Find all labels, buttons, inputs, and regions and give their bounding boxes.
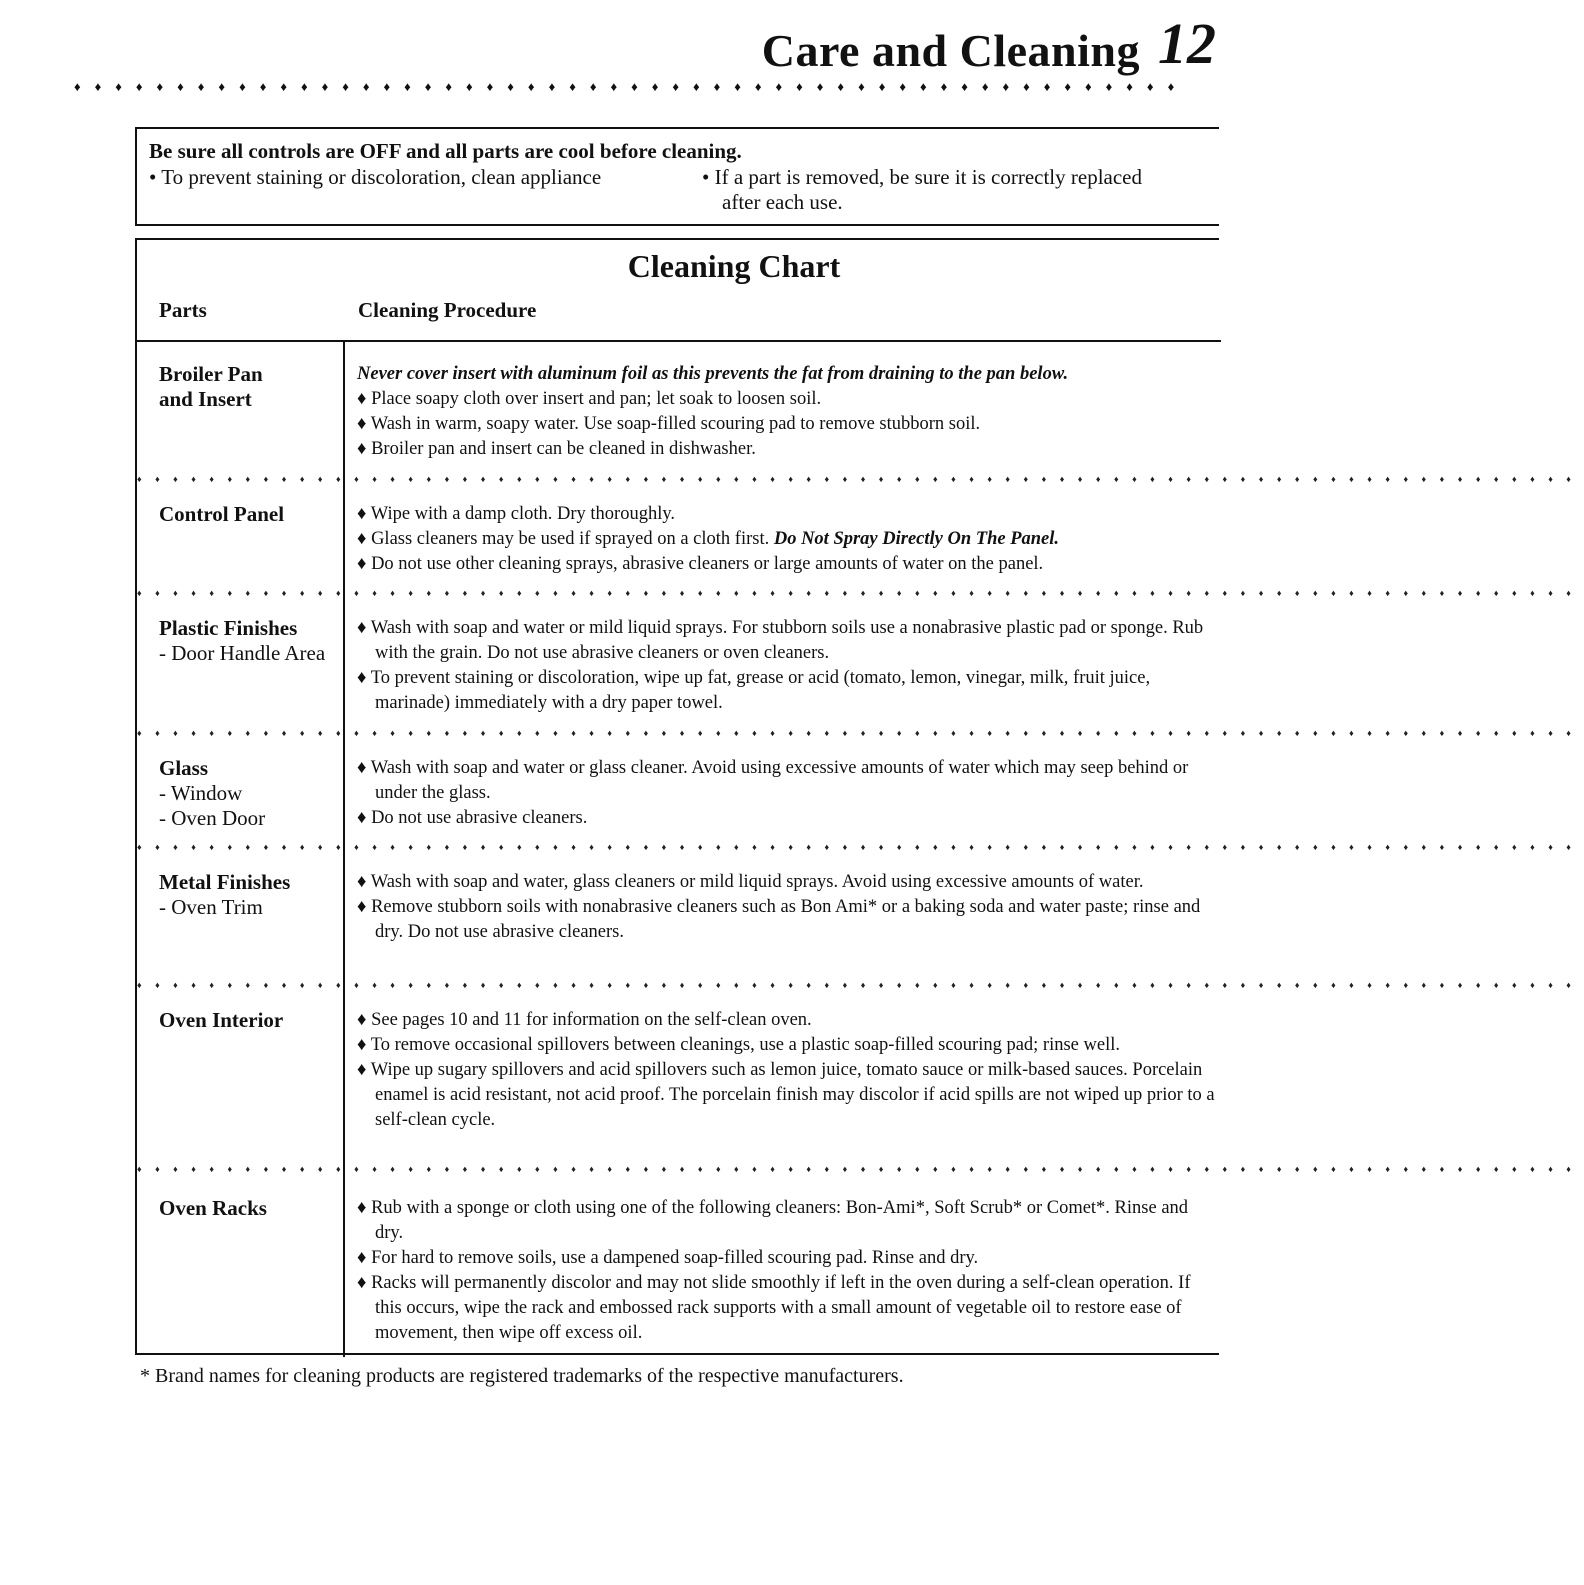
warning-bullet-right (702, 165, 1222, 215)
procedure (357, 502, 1217, 577)
procedure-emphasis: Do Not Spray Directly On The Panel. (773, 529, 1060, 549)
row-separator: ♦♦♦♦♦♦♦♦♦♦♦♦♦♦♦♦♦♦♦♦♦♦♦♦♦♦♦♦♦♦♦♦♦♦♦♦♦♦♦♦♦♦♦♦♦♦♦♦♦♦♦♦♦♦♦♦♦♦♦♦♦♦♦♦♦♦♦♦♦♦♦♦♦♦♦♦♦♦♦♦ (137, 588, 1584, 598)
part-name: Glass - Window - Oven Door (159, 756, 266, 830)
chart-title: Cleaning Chart (627, 248, 841, 284)
procedure-item: ♦ Wash with soap and water or mild liquid sprays. For stubborn soils use a nonabrasive plastic pad or sponge. Rub with the grain. Do not use abrasive cleaners or oven cleaners. (357, 618, 1204, 663)
procedure-item: ♦ Glass cleaners may be used if sprayed on a cloth first. Do Not Spray Directly On The Panel. (357, 529, 1060, 549)
row-separator: ♦♦♦♦♦♦♦♦♦♦♦♦♦♦♦♦♦♦♦♦♦♦♦♦♦♦♦♦♦♦♦♦♦♦♦♦♦♦♦♦♦♦♦♦♦♦♦♦♦♦♦♦♦♦♦♦♦♦♦♦♦♦♦♦♦♦♦♦♦♦♦♦♦♦♦♦♦♦♦♦ (137, 1164, 1584, 1174)
part-name: Metal Finishes - Oven Trim (159, 870, 291, 919)
procedure (357, 1008, 1217, 1133)
procedure-item: ♦ Wipe with a damp cloth. Dry thoroughly. (357, 504, 676, 524)
part-name: Oven Interior (159, 1008, 284, 1032)
procedure-warning: Never cover insert with aluminum foil as this prevents the fat from draining to the pan below. (357, 364, 1069, 384)
procedure-item: ♦ To remove occasional spillovers between cleanings, use a plastic soap-filled scouring pad; rinse well. (357, 1035, 1120, 1055)
procedure-item: ♦ For hard to remove soils, use a dampened soap-filled scouring pad. Rinse and dry. (357, 1248, 979, 1268)
header-rule (137, 340, 1221, 342)
page-number: 12 (1158, 11, 1216, 76)
procedure-item: ♦ Place soapy cloth over insert and pan; let soak to loosen soil. (357, 389, 822, 409)
row-separator: ♦♦♦♦♦♦♦♦♦♦♦♦♦♦♦♦♦♦♦♦♦♦♦♦♦♦♦♦♦♦♦♦♦♦♦♦♦♦♦♦♦♦♦♦♦♦♦♦♦♦♦♦♦♦♦♦♦♦♦♦♦♦♦♦♦♦♦♦♦♦♦♦♦♦♦♦♦♦♦♦ (137, 980, 1584, 990)
trademark-footnote: * Brand names for cleaning products are registered trademarks of the respective manufacturers. (140, 1365, 904, 1387)
warning-bullet-right-line2: after each use. (722, 190, 843, 214)
row-separator: ♦♦♦♦♦♦♦♦♦♦♦♦♦♦♦♦♦♦♦♦♦♦♦♦♦♦♦♦♦♦♦♦♦♦♦♦♦♦♦♦♦♦♦♦♦♦♦♦♦♦♦♦♦♦♦♦♦♦♦♦♦♦♦♦♦♦♦♦♦♦♦♦♦♦♦♦♦♦♦♦ (137, 728, 1584, 738)
row-separator: ♦♦♦♦♦♦♦♦♦♦♦♦♦♦♦♦♦♦♦♦♦♦♦♦♦♦♦♦♦♦♦♦♦♦♦♦♦♦♦♦♦♦♦♦♦♦♦♦♦♦♦♦♦♦♦♦♦♦♦♦♦♦♦♦♦♦♦♦♦♦♦♦♦♦♦♦♦♦♦♦ (137, 842, 1584, 852)
column-header-parts: Parts (159, 298, 207, 322)
procedure (357, 756, 1217, 831)
procedure-item: ♦ Remove stubborn soils with nonabrasive cleaners such as Bon Ami* or a baking soda and water paste; rinse and dry. Do not use abrasive cleaners. (357, 897, 1201, 942)
procedure-item: ♦ Do not use other cleaning sprays, abrasive cleaners or large amounts of water on the panel. (357, 554, 1044, 574)
procedure (357, 1196, 1217, 1346)
procedure (357, 362, 1217, 462)
safety-warning-box (135, 127, 1219, 226)
part-name: Plastic Finishes - Door Handle Area (159, 616, 326, 665)
warning-bullet-left: • To prevent staining or discoloration, clean appliance (149, 165, 602, 189)
warning-bullet-right-line1: • If a part is removed, be sure it is correctly replaced (702, 165, 1142, 189)
procedure-item: ♦ Wash in warm, soapy water. Use soap-filled scouring pad to remove stubborn soil. (357, 414, 981, 434)
procedure (357, 870, 1217, 945)
procedure-item: ♦ Wash with soap and water or glass cleaner. Avoid using excessive amounts of water which may seep behind or under the glass. (357, 758, 1189, 803)
cleaning-chart (135, 238, 1584, 1355)
procedure-item: ♦ Rub with a sponge or cloth using one of the following cleaners: Bon-Ami*, Soft Scrub* or Comet*. Rinse and dry. (357, 1198, 1189, 1243)
procedure-item: ♦ Broiler pan and insert can be cleaned in dishwasher. (357, 439, 756, 459)
warning-heading: Be sure all controls are OFF and all parts are cool before cleaning. (149, 139, 742, 163)
procedure-item: ♦ Wipe up sugary spillovers and acid spillovers such as lemon juice, tomato sauce or milk-based sauces. Porcelain enamel is acid resistant, not acid proof. The porcelain finish may discolor if acid spills are not wiped up prior to a self-clean cycle. (357, 1060, 1215, 1130)
procedure (357, 616, 1217, 716)
decorative-diamond-rule: ♦♦♦♦♦♦♦♦♦♦♦♦♦♦♦♦♦♦♦♦♦♦♦♦♦♦♦♦♦♦♦♦♦♦♦♦♦♦♦♦♦♦♦♦♦♦♦♦♦♦♦♦♦♦ (74, 79, 1189, 94)
column-header-procedure: Cleaning Procedure (358, 298, 537, 322)
page-title: Care and Cleaning (761, 25, 1140, 76)
procedure-item: ♦ Wash with soap and water, glass cleaners or mild liquid sprays. Avoid using excessive amounts of water. (357, 872, 1144, 892)
row-separator: ♦♦♦♦♦♦♦♦♦♦♦♦♦♦♦♦♦♦♦♦♦♦♦♦♦♦♦♦♦♦♦♦♦♦♦♦♦♦♦♦♦♦♦♦♦♦♦♦♦♦♦♦♦♦♦♦♦♦♦♦♦♦♦♦♦♦♦♦♦♦♦♦♦♦♦♦♦♦♦♦ (137, 474, 1584, 484)
procedure-item: ♦ Do not use abrasive cleaners. (357, 808, 588, 828)
procedure-item: ♦ To prevent staining or discoloration, wipe up fat, grease or acid (tomato, lemon, vinegar, milk, fruit juice, marinade) immediately with a dry paper towel. (357, 668, 1151, 713)
part-name: Oven Racks (159, 1196, 267, 1220)
part-name: Broiler Pan and Insert (159, 362, 263, 411)
part-name: Control Panel (159, 502, 285, 526)
procedure-item: ♦ See pages 10 and 11 for information on the self-clean oven. (357, 1010, 812, 1030)
procedure-item: ♦ Racks will permanently discolor and may not slide smoothly if left in the oven during a self-clean operation. If this occurs, wipe the rack and embossed rack supports with a small amount of vegetable oil to restore ease of movement, then wipe off excess oil. (357, 1273, 1191, 1343)
